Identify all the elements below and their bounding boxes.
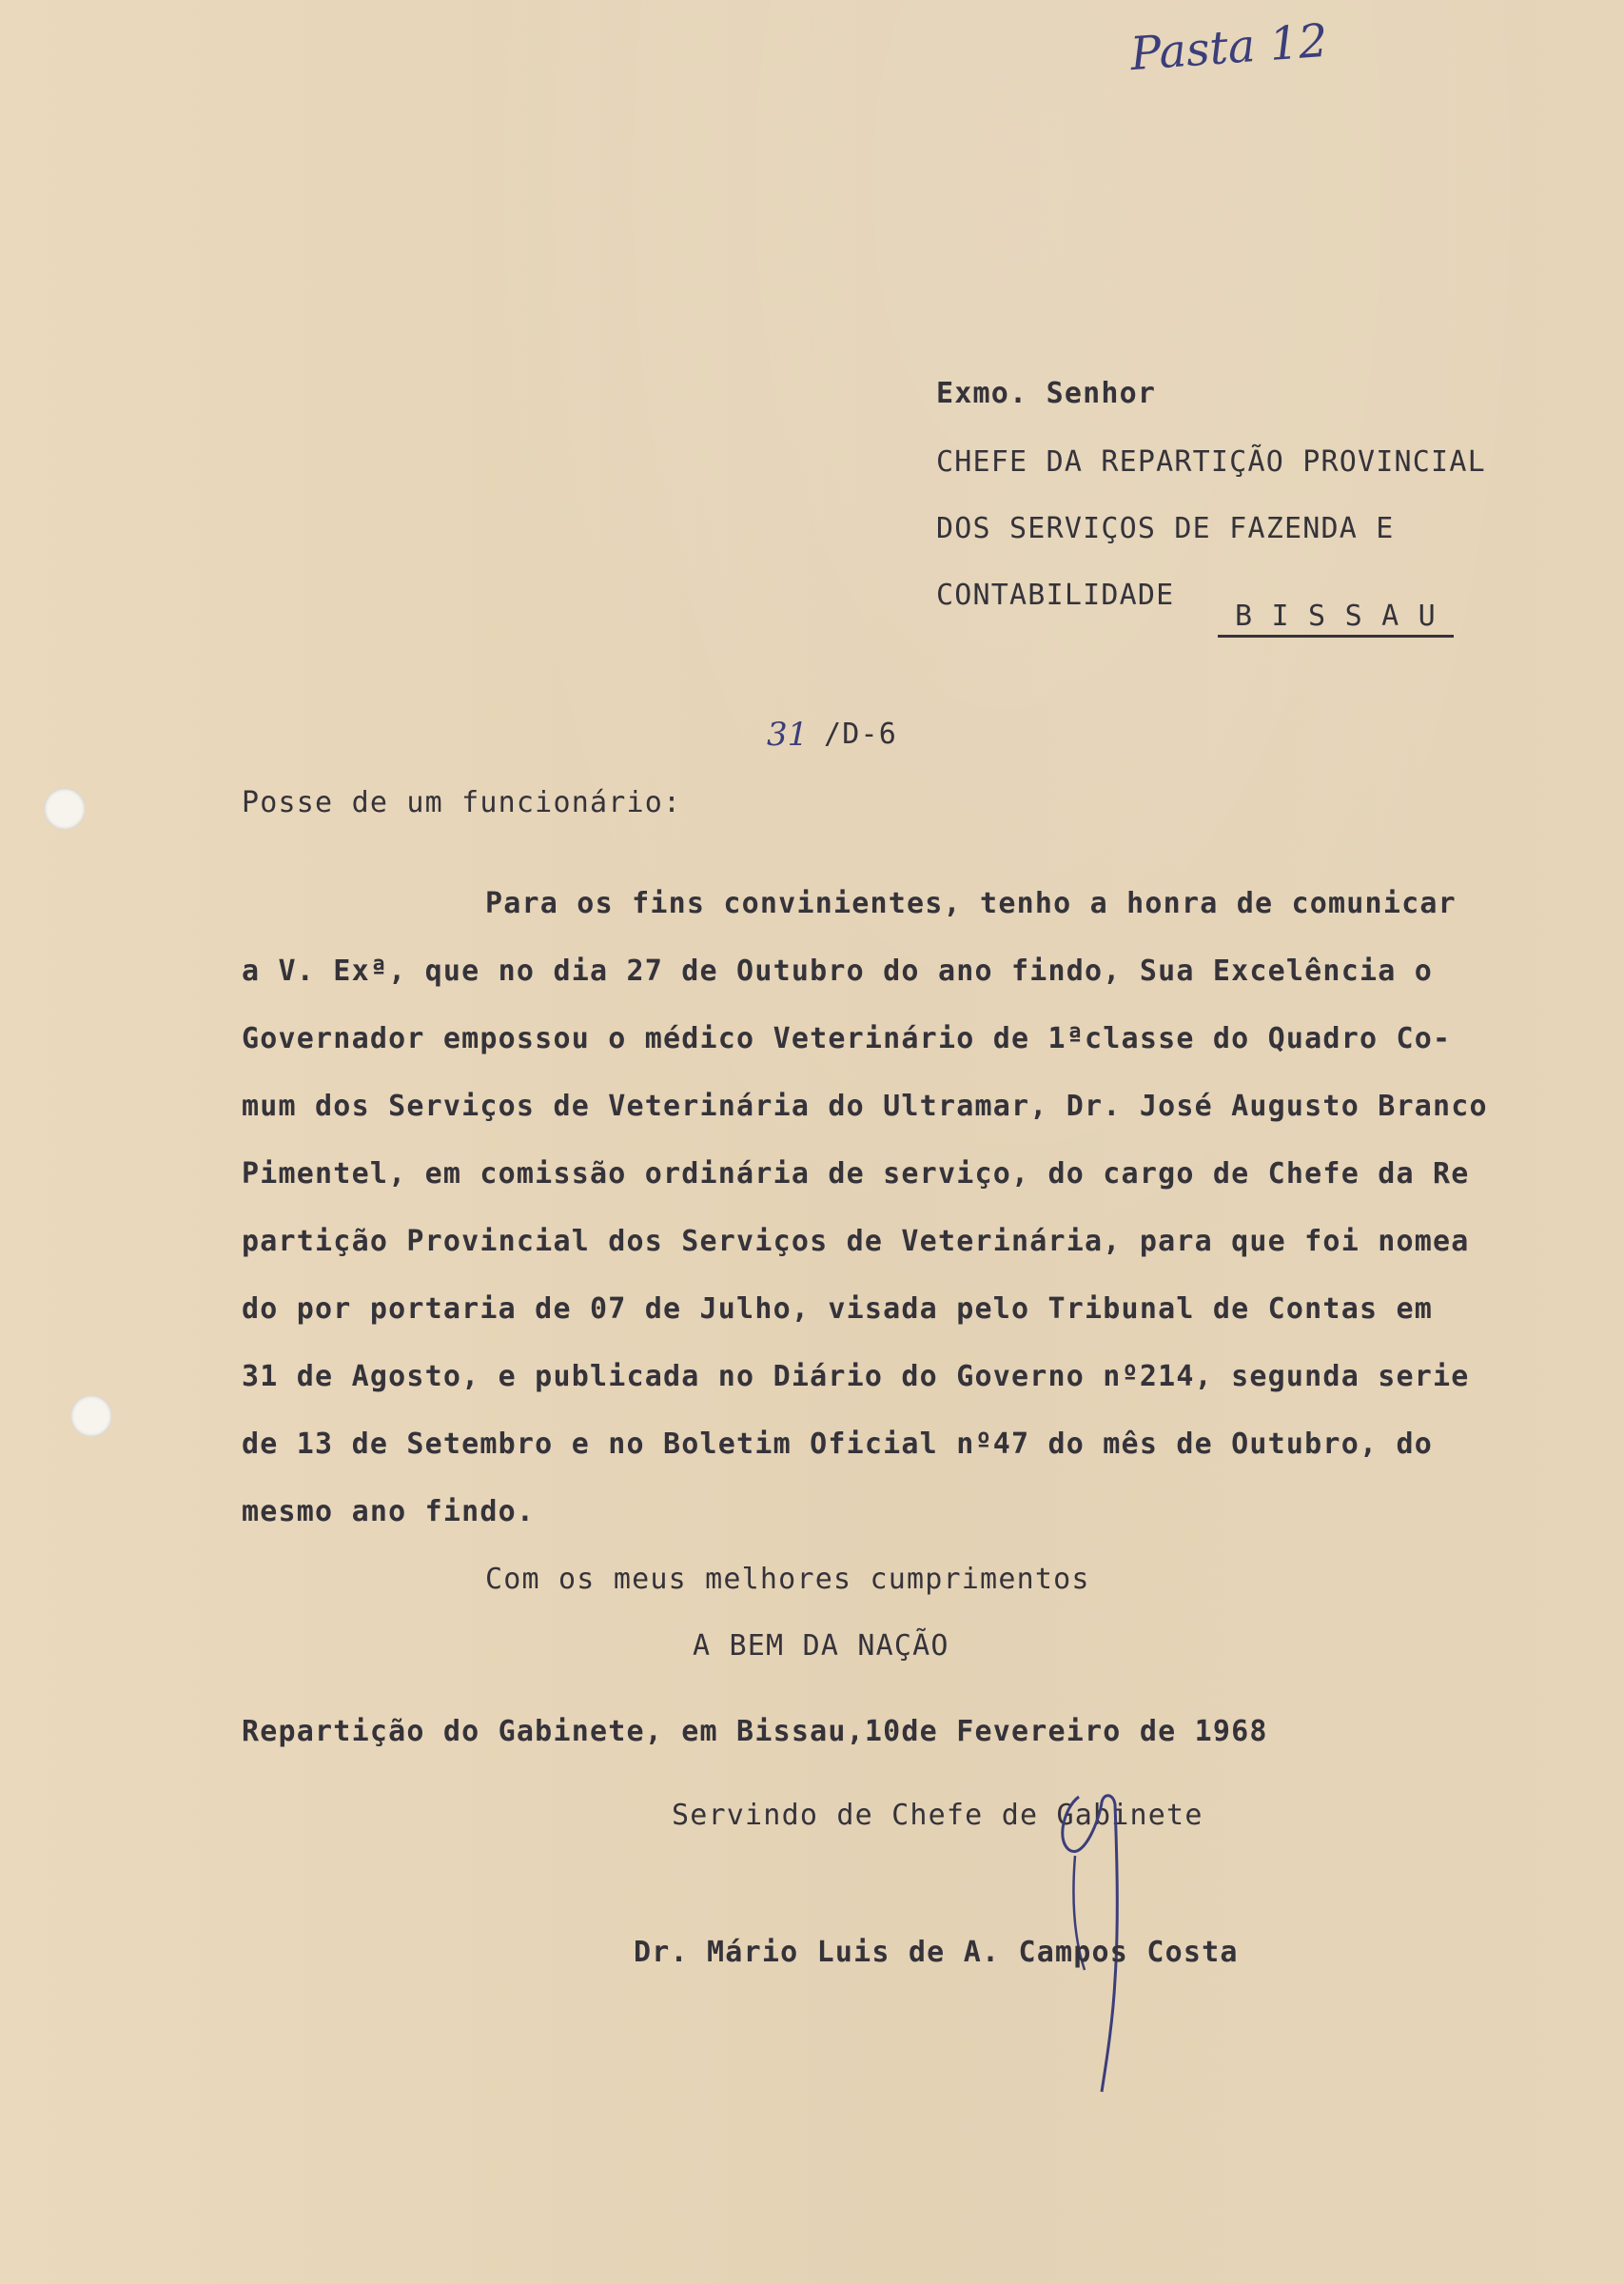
reference-code: /D-6 — [824, 718, 898, 751]
body-line: mesmo ano findo. — [242, 1495, 536, 1528]
place-date-line: Repartição do Gabinete, em Bissau,10de Fevereiro de 1968 — [242, 1715, 1268, 1748]
closing-line: Com os meus melhores cumprimentos — [485, 1563, 1090, 1596]
punch-hole-bottom — [70, 1395, 112, 1437]
body-line: mum dos Serviços de Veterinária do Ultramar, Dr. José Augusto Branco — [242, 1090, 1488, 1123]
subject-line: Posse de um funcionário: — [242, 786, 682, 819]
addressee-line-3: CONTABILIDADE — [936, 579, 1175, 612]
body-line: partição Provincial dos Serviços de Veterinária, para que foi nomea — [242, 1225, 1470, 1258]
addressee-salutation: Exmo. Senhor — [936, 377, 1157, 410]
signatory-name: Dr. Mário Luis de A. Campos Costa — [634, 1936, 1239, 1969]
signatory-role: Servindo de Chefe de Gabinete — [672, 1799, 1203, 1832]
body-line: a V. Exª, que no dia 27 de Outubro do ano findo, Sua Excelência o — [242, 955, 1433, 988]
addressee-line-2: DOS SERVIÇOS DE FAZENDA E — [936, 512, 1395, 545]
addressee-city: B I S S A U — [1218, 600, 1454, 638]
addressee-line-1: CHEFE DA REPARTIÇÃO PROVINCIAL — [936, 445, 1486, 479]
body-line: Pimentel, em comissão ordinária de serviço, do cargo de Chefe da Re — [242, 1157, 1470, 1191]
handwritten-note: Pasta 12 — [1128, 13, 1330, 82]
body-line: de 13 de Setembro e no Boletim Oficial nº47 do mês de Outubro, do — [242, 1428, 1433, 1461]
body-line: 31 de Agosto, e publicada no Diário do Governo nº214, segunda serie — [242, 1360, 1470, 1393]
motto-line: A BEM DA NAÇÃO — [693, 1629, 949, 1663]
body-line: Governador empossou o médico Veterinário de 1ªclasse do Quadro Co- — [242, 1022, 1452, 1055]
body-line: do por portaria de 07 de Julho, visada pelo Tribunal de Contas em — [242, 1292, 1433, 1326]
reference-handwritten-number: 31 — [767, 716, 809, 754]
body-line: Para os fins convinientes, tenho a honra de comunicar — [485, 887, 1457, 920]
punch-hole-top — [44, 788, 86, 830]
